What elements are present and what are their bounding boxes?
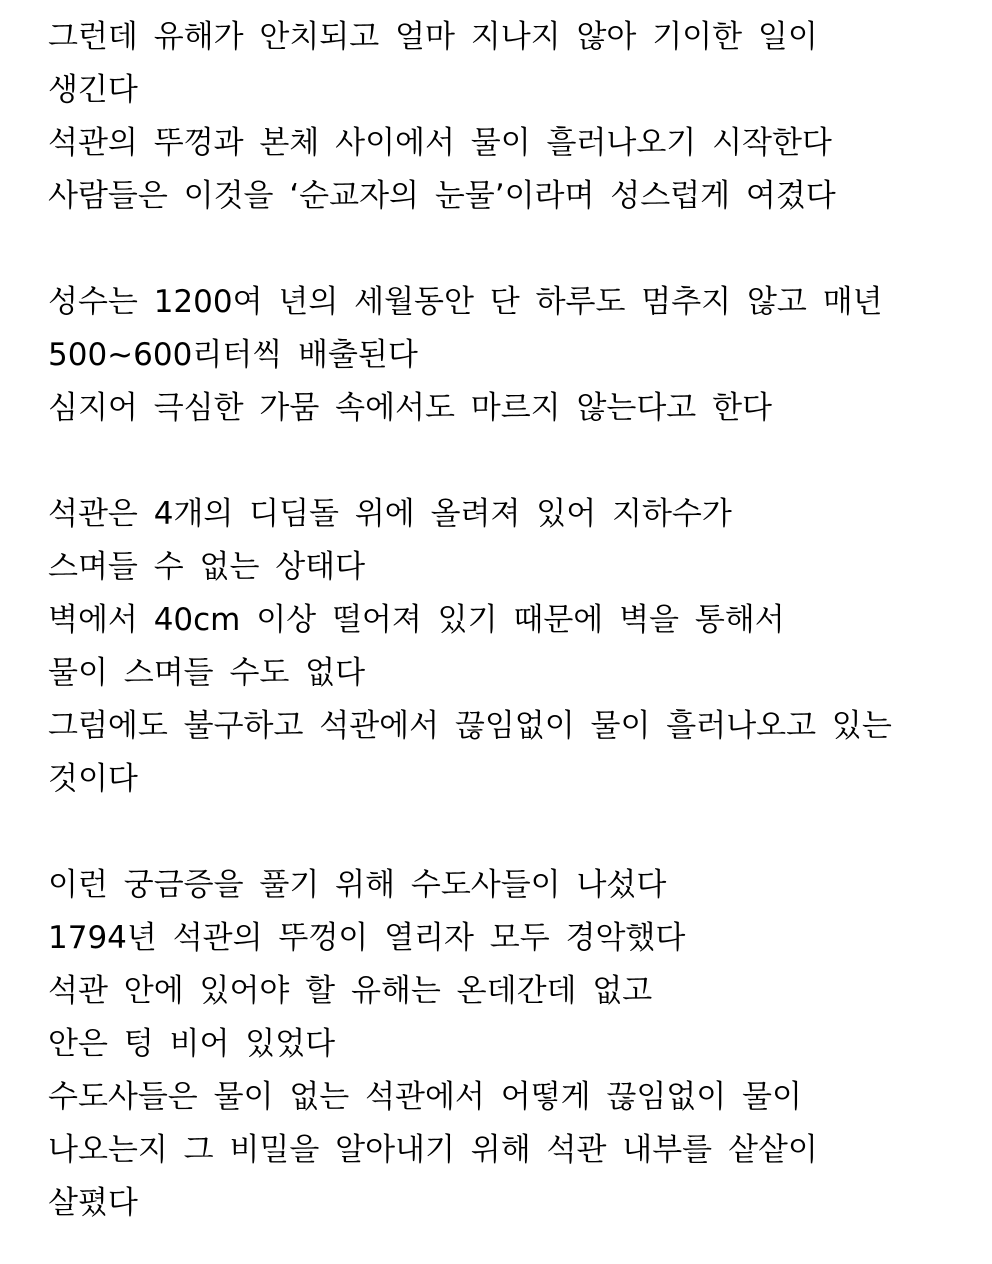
text-line: 1794년 석관의 뚜껑이 열리자 모두 경악했다 [48, 920, 686, 956]
text-line: 이런 궁금증을 풀기 위해 수도사들이 나섰다 [48, 867, 667, 903]
text-line: 그런데 유해가 안치되고 얼마 지나지 않아 기이한 일이 [48, 19, 818, 55]
text-line: 벽에서 40cm 이상 떨어져 있기 때문에 벽을 통해서 [48, 602, 785, 638]
text-line: 것이다 [48, 761, 138, 797]
text-line: 사람들은 이것을 ‘순교자의 눈물’이라며 성스럽게 여겼다 [48, 178, 836, 214]
text-line: 생긴다 [48, 72, 138, 108]
paragraph-4 [48, 859, 978, 1230]
text-line: 그럼에도 불구하고 석관에서 끊임없이 물이 흘러나오고 있는 [48, 708, 892, 744]
text-line: 성수는 1200여 년의 세월동안 단 하루도 멈추지 않고 매년 [48, 284, 883, 320]
text-line: 물이 스며들 수도 없다 [48, 655, 366, 691]
text-line: 석관 안에 있어야 할 유해는 온데간데 없고 [48, 973, 653, 1009]
document-body [48, 11, 978, 1230]
text-line: 나오는지 그 비밀을 알아내기 위해 석관 내부를 샅샅이 [48, 1132, 818, 1168]
paragraph-2 [48, 276, 978, 435]
text-line: 석관의 뚜껑과 본체 사이에서 물이 흘러나오기 시작한다 [48, 125, 832, 161]
paragraph-1 [48, 11, 978, 223]
text-line: 수도사들은 물이 없는 석관에서 어떻게 끊임없이 물이 [48, 1079, 802, 1115]
text-line: 스며들 수 없는 상태다 [48, 549, 366, 585]
text-line: 500~600리터씩 배출된다 [48, 337, 418, 373]
text-line: 심지어 극심한 가뭄 속에서도 마르지 않는다고 한다 [48, 390, 772, 426]
paragraph-3 [48, 488, 978, 806]
text-line: 안은 텅 비어 있었다 [48, 1026, 336, 1062]
text-line: 살폈다 [48, 1185, 138, 1221]
text-line: 석관은 4개의 디딤돌 위에 올려져 있어 지하수가 [48, 496, 732, 532]
